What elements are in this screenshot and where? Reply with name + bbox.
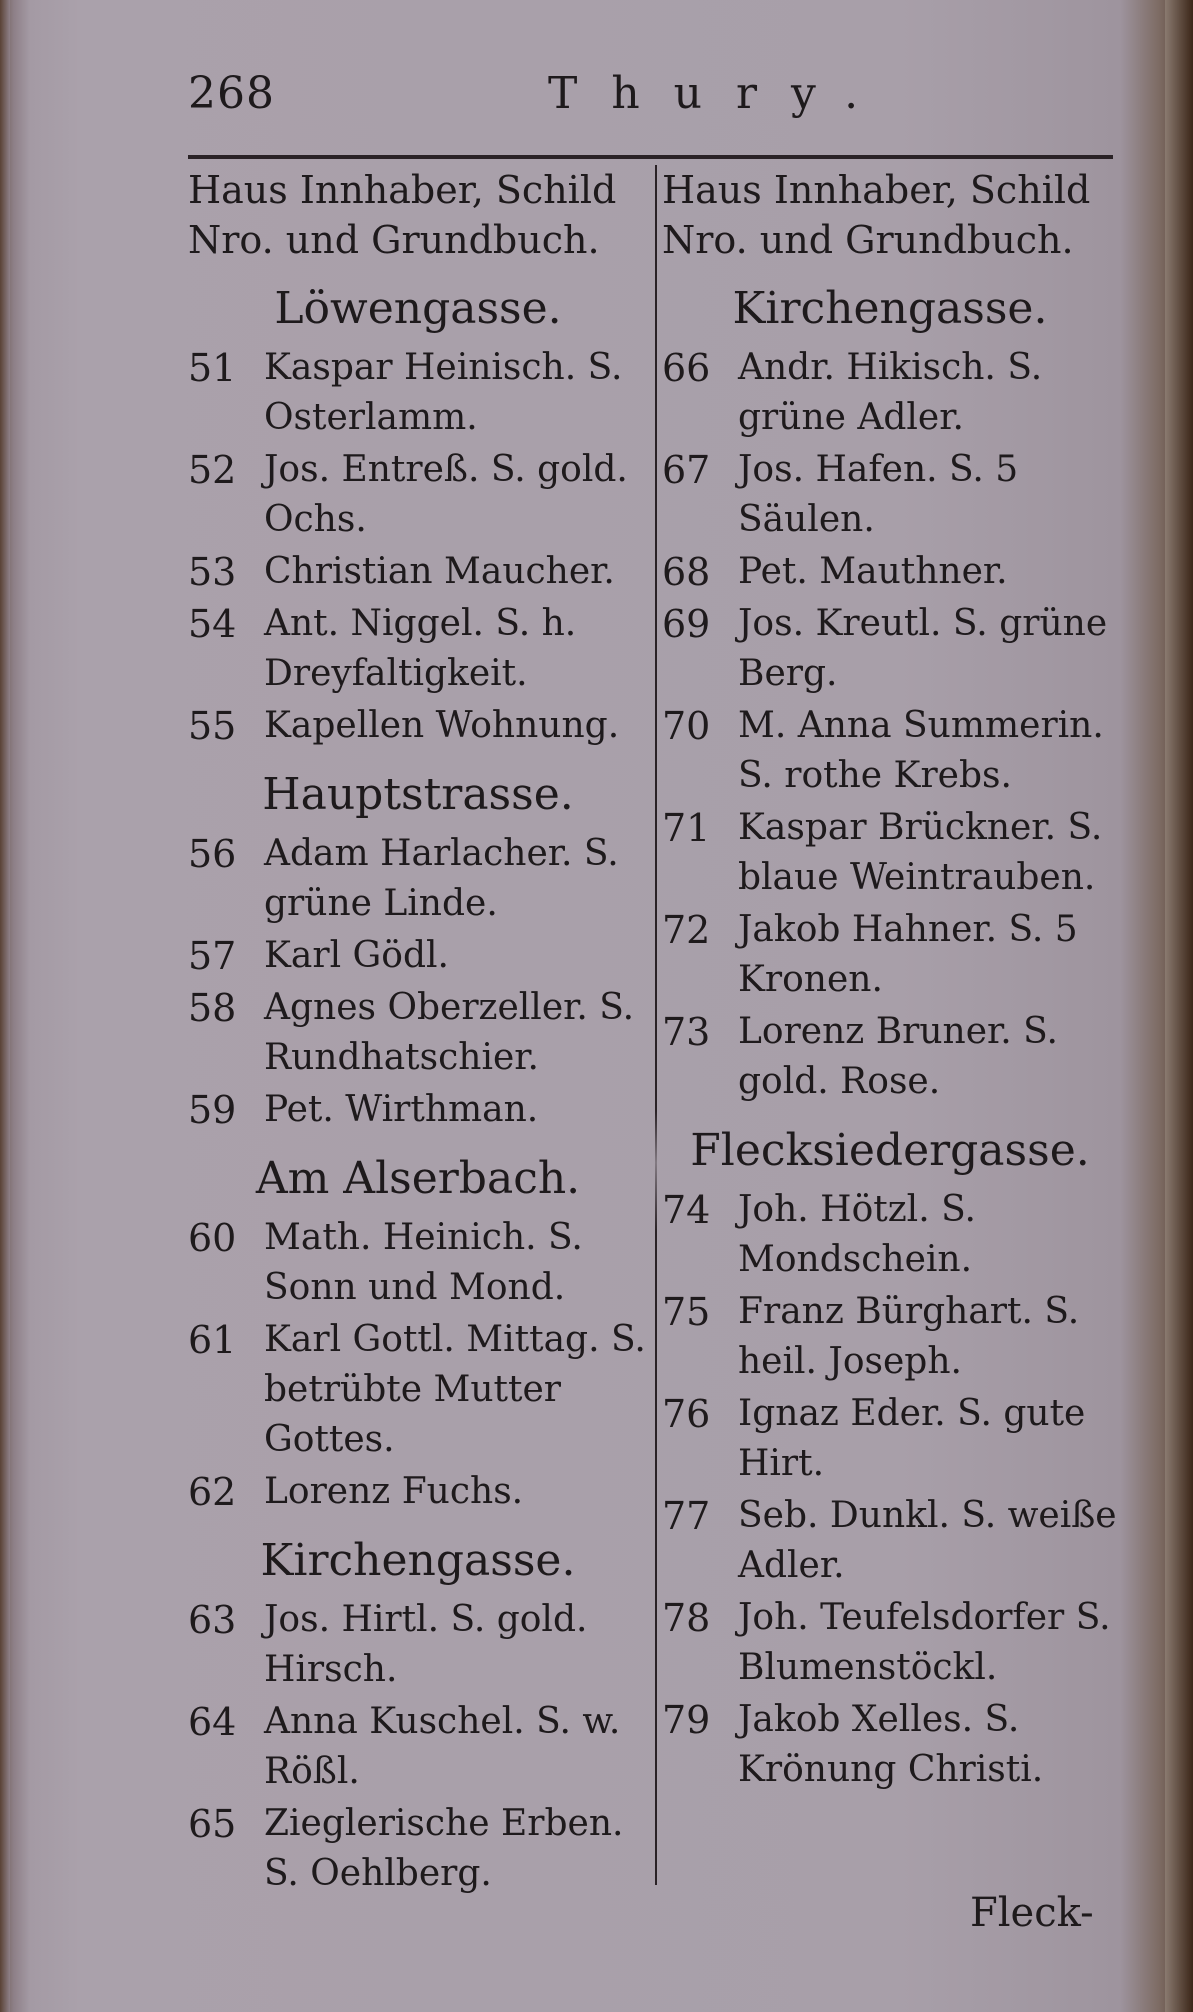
owner-and-sign: Jos. Entreß. S. gold. Ochs.	[264, 449, 628, 540]
column-header-line1: Haus Innhaber, Schild	[188, 168, 617, 212]
house-entry	[188, 1315, 648, 1465]
house-number: 61	[188, 1318, 237, 1362]
owner-and-sign: Andr. Hikisch. S. grüne Adler.	[738, 347, 1043, 438]
owner-and-sign: Math. Heinich. S. Sonn und Mond.	[264, 1217, 583, 1308]
house-entry	[188, 829, 648, 929]
column-header-line1: Haus Innhaber, Schild	[662, 168, 1091, 212]
owner-and-sign: M. Anna Summerin. S. rothe Krebs.	[738, 705, 1104, 796]
owner-and-sign: Lorenz Bruner. S. gold. Rose.	[738, 1011, 1058, 1102]
house-number: 65	[188, 1802, 237, 1846]
house-number: 57	[188, 934, 237, 978]
right-entry-list	[662, 279, 1118, 1795]
house-number: 62	[188, 1470, 237, 1514]
house-number: 51	[188, 346, 237, 390]
owner-and-sign: Kaspar Heinisch. S. Osterlamm.	[264, 347, 623, 438]
street-heading: Kirchengasse.	[260, 1535, 576, 1586]
house-number: 70	[662, 704, 711, 748]
house-entry	[188, 1799, 648, 1899]
owner-and-sign: Zieglerische Erben. S. Oehlberg.	[264, 1803, 624, 1894]
house-entry	[662, 445, 1118, 545]
column-header-line2: Nro. und Grundbuch.	[662, 218, 1074, 262]
house-entry	[662, 1287, 1118, 1387]
house-entry	[188, 1595, 648, 1695]
owner-and-sign: Joh. Hötzl. S. Mondschein.	[738, 1189, 976, 1280]
owner-and-sign: Kapellen Wohnung.	[264, 705, 620, 746]
house-entry	[662, 905, 1118, 1005]
owner-and-sign: Jos. Kreutl. S. grüne Berg.	[738, 603, 1108, 694]
owner-and-sign: Lorenz Fuchs.	[264, 1471, 524, 1512]
page-number: 268	[188, 68, 275, 119]
house-number: 78	[662, 1596, 711, 1640]
house-number: 60	[188, 1216, 237, 1260]
owner-and-sign: Jos. Hafen. S. 5 Säulen.	[738, 449, 1019, 540]
left-entry-list	[188, 279, 648, 1899]
owner-and-sign: Franz Bürghart. S. heil. Joseph.	[738, 1291, 1080, 1382]
house-entry	[188, 983, 648, 1083]
owner-and-sign: Pet. Mauthner.	[738, 551, 1008, 592]
house-number: 79	[662, 1698, 711, 1742]
owner-and-sign: Karl Gödl.	[264, 935, 449, 976]
house-number: 56	[188, 832, 237, 876]
owner-and-sign: Karl Gottl. Mittag. S. betrübte Mutter Gottes.	[264, 1319, 646, 1460]
owner-and-sign: Ant. Niggel. S. h. Dreyfaltigkeit.	[264, 603, 577, 694]
house-number: 71	[662, 806, 711, 850]
street-heading: Kirchengasse.	[732, 283, 1048, 334]
house-number: 55	[188, 704, 237, 748]
house-entry	[188, 1213, 648, 1313]
owner-and-sign: Seb. Dunkl. S. weiße Adler.	[738, 1495, 1117, 1586]
house-number: 74	[662, 1188, 711, 1232]
house-entry	[662, 701, 1118, 801]
house-entry	[188, 599, 648, 699]
page-left-edge	[0, 0, 10, 2012]
house-number: 52	[188, 448, 237, 492]
column-header-text	[188, 165, 648, 265]
house-number: 59	[188, 1088, 237, 1132]
house-entry	[188, 343, 648, 443]
house-number: 63	[188, 1598, 237, 1642]
house-number: 76	[662, 1392, 711, 1436]
catchword: Fleck-	[970, 1890, 1094, 1936]
house-entry	[188, 701, 648, 751]
page-header	[188, 68, 1118, 128]
page-right-edge	[1165, 0, 1193, 2012]
owner-and-sign: Ignaz Eder. S. gute Hirt.	[738, 1393, 1086, 1484]
house-entry	[188, 1085, 648, 1135]
house-number: 72	[662, 908, 711, 952]
house-entry	[662, 1593, 1118, 1693]
house-entry	[662, 1007, 1118, 1107]
owner-and-sign: Christian Maucher.	[264, 551, 615, 592]
house-entry	[662, 803, 1118, 903]
house-number: 67	[662, 448, 711, 492]
owner-and-sign: Agnes Oberzeller. S. Rundhatschier.	[264, 987, 635, 1078]
house-number: 73	[662, 1010, 711, 1054]
house-number: 75	[662, 1290, 711, 1334]
owner-and-sign: Adam Harlacher. S. grüne Linde.	[264, 833, 619, 924]
column-divider	[655, 165, 657, 1885]
owner-and-sign: Jos. Hirtl. S. gold. Hirsch.	[264, 1599, 588, 1690]
house-number: 69	[662, 602, 711, 646]
house-entry	[188, 931, 648, 981]
house-number: 58	[188, 986, 237, 1030]
column-header-line2: Nro. und Grundbuch.	[188, 218, 600, 262]
house-entry	[188, 1467, 648, 1517]
owner-and-sign: Joh. Teufelsdorfer S. Blumenstöckl.	[738, 1597, 1111, 1688]
owner-and-sign: Jakob Hahner. S. 5 Kronen.	[738, 909, 1078, 1000]
house-number: 77	[662, 1494, 711, 1538]
house-entry	[662, 599, 1118, 699]
house-number: 68	[662, 550, 711, 594]
owner-and-sign: Pet. Wirthman.	[264, 1089, 539, 1130]
house-entry	[188, 1697, 648, 1797]
house-entry	[662, 1491, 1118, 1591]
left-column	[188, 165, 648, 1901]
left-column-header	[188, 165, 648, 265]
owner-and-sign: Kaspar Brückner. S. blaue Weintrauben.	[738, 807, 1103, 898]
house-entry	[662, 1389, 1118, 1489]
house-number: 54	[188, 602, 237, 646]
column-header-text	[662, 165, 1118, 265]
header-rule	[188, 155, 1113, 159]
house-number: 66	[662, 346, 711, 390]
street-heading: Flecksiedergasse.	[690, 1125, 1090, 1176]
house-entry	[662, 547, 1118, 597]
house-entry	[662, 1695, 1118, 1795]
house-entry	[188, 445, 648, 545]
right-column-header	[662, 165, 1118, 265]
house-entry	[662, 343, 1118, 443]
running-title: Thury.	[548, 68, 893, 119]
right-column	[662, 165, 1118, 1797]
house-entry	[662, 1185, 1118, 1285]
street-heading: Am Alserbach.	[255, 1153, 581, 1204]
house-entry	[188, 547, 648, 597]
owner-and-sign: Jakob Xelles. S. Krönung Christi.	[738, 1699, 1044, 1790]
street-heading: Löwengasse.	[274, 283, 562, 334]
street-heading: Hauptstrasse.	[262, 769, 574, 820]
house-number: 53	[188, 550, 237, 594]
house-number: 64	[188, 1700, 237, 1744]
owner-and-sign: Anna Kuschel. S. w. Rößl.	[264, 1701, 621, 1792]
